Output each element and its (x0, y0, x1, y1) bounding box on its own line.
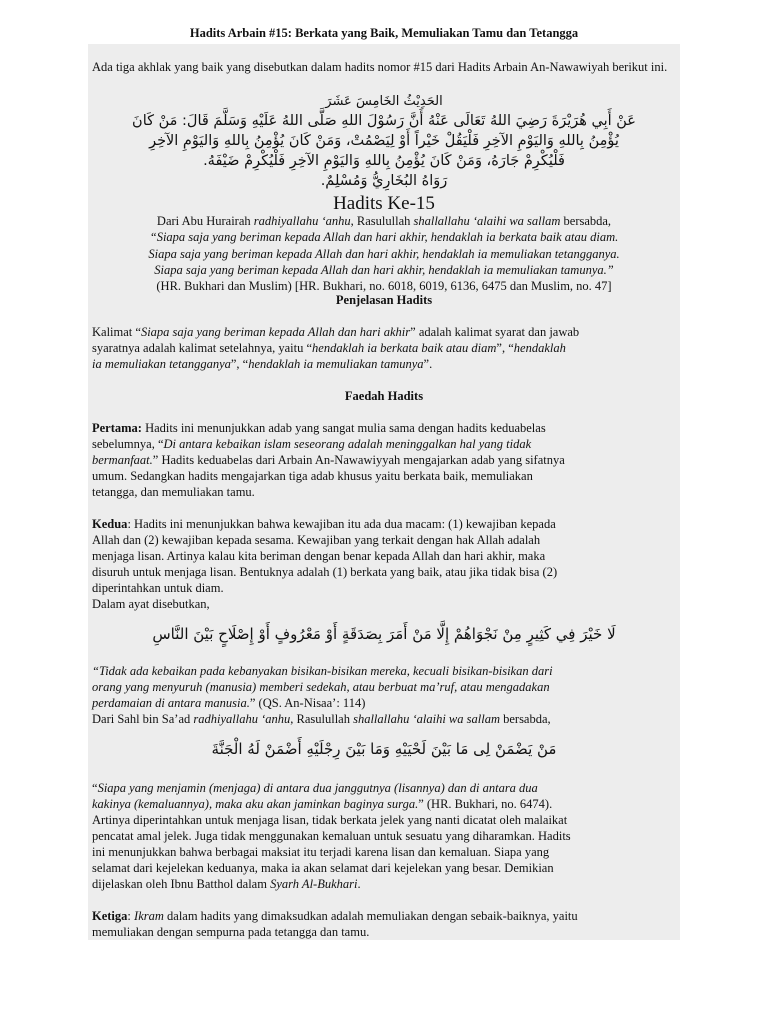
text: hendaklah (513, 341, 566, 355)
text: kakinya (kemaluannya), maka aku akan jaminkan baginya surga. (92, 797, 419, 811)
sahl-explanation-line: ini menunjukkan bahwa berbagai maksiat itu terjadi karena lisan dan kemaluan. Siapa yang (92, 845, 550, 859)
translation-reference: (HR. Bukhari dan Muslim) [HR. Bukhari, no. 6018, 6019, 6136, 6475 dan Muslim, no. 47] (156, 279, 612, 293)
text: sebelumnya, “ (92, 437, 164, 451)
intro-paragraph: Ada tiga akhlak yang baik yang disebutkan dalam hadits nomor #15 dari Hadits Arbain An-Nawawiyah berikut ini. (92, 60, 668, 74)
pertama-line: tetangga, dan memuliakan tamu. (92, 485, 255, 499)
penjelasan-line (92, 357, 676, 373)
text: bersabda, (560, 214, 612, 228)
penjelasan-line (92, 341, 676, 357)
ayat-translation-line: “Tidak ada kebaikan pada kebanyakan bisikan-bisikan mereka, kecuali bisikan-bisikan dari (92, 664, 553, 678)
hadits-heading: Hadits Ke-15 (333, 193, 435, 214)
text: Dari Abu Hurairah (156, 214, 254, 228)
ketiga-line (92, 909, 676, 925)
translation-line: Siapa saja yang beriman kepada Allah dan hari akhir, hendaklah ia memuliakan tamunya.” (154, 263, 614, 277)
text: ” (HR. Bukhari, no. 6474). (418, 797, 553, 811)
sahl-translation-line (92, 797, 676, 813)
text: ”, “ (230, 357, 249, 371)
text: perdamaian di antara manusia. (92, 696, 250, 710)
arabic-ayat: لَا خَيْرَ فِي كَثِيرٍ مِنْ نَجْوَاهُمْ إِلَّا مَنْ أَمَرَ بِصَدَقَةٍ أَوْ مَعْرُوفٍ أَوْ إِصْلَاحٍ بَيْنَ النَّاسِ (152, 625, 616, 643)
text: ”. (423, 357, 433, 371)
arabic-hadith-line: عَنْ أَبِي هُرَيْرَةَ رَضِيَ اللهُ تَعَالَى عَنْهُ أَنَّ رَسُوْلَ اللهِ صَلَّى اللهُ عَلَيْهِ وَسَلَّمَ قَالَ: مَنْ كَانَ (132, 113, 636, 129)
pertama-line (92, 437, 676, 453)
text: radhiyallahu ‘anhu (253, 214, 351, 228)
text: Dari Sahl bin Sa’ad (92, 712, 194, 726)
text: : (127, 909, 135, 923)
text: ”, “ (496, 341, 514, 355)
text: , Rasulullah (290, 712, 354, 726)
sahl-explanation-line (92, 877, 676, 893)
text: syaratnya adalah kalimat setelahnya, yaitu “ (92, 341, 313, 355)
document-title: Hadits Arbain #15: Berkata yang Baik, Memuliakan Tamu dan Tetangga (189, 26, 579, 40)
text: bermanfaat. (92, 453, 153, 467)
pertama-line (92, 453, 676, 469)
kedua-line: Dalam ayat disebutkan, (92, 597, 210, 611)
text: ia memuliakan tetangganya (92, 357, 231, 371)
kedua-line: Allah dan (2) kewajiban kepada sesama. Kewajiban yang terkait dengan hak Allah adalah (92, 533, 541, 547)
text: dalam hadits yang dimaksudkan adalah memuliakan dengan sebaik-baiknya, yaitu (163, 909, 578, 923)
text: ” adalah kalimat syarat dan jawab (410, 325, 580, 339)
pertama-line (92, 421, 676, 437)
sahl-line (92, 712, 676, 728)
text: hendaklah ia berkata baik atau diam (312, 341, 497, 355)
ketiga-label: Ketiga (92, 909, 128, 923)
kedua-line: menjaga lisan. Artinya kalau kita beriman dengan benar kepada Allah dan hari akhir, maka (92, 549, 546, 563)
text: dijelaskan oleh Ibnu Batthol dalam (92, 877, 271, 891)
faedah-heading: Faedah Hadits (344, 389, 424, 403)
arabic-sahl-hadith: مَنْ يَضْمَنْ لِى مَا بَيْنَ لَحْيَيْهِ وَمَا بَيْنَ رِجْلَيْهِ أَضْمَنْ لَهُ الْجَنَّةَ (211, 740, 557, 758)
arabic-hadith-line: فَلْيُكْرِمْ جَارَهُ، وَمَنْ كَانَ يُؤْمِنُ بِاللهِ وَاليَوْمِ الآخِرِ فَلْيُكْرِمْ ضَيْفَهُ. (203, 153, 565, 169)
ketiga-line: memuliakan dengan sempurna pada tetangga dan tamu. (92, 925, 370, 939)
arabic-hadith-line: رَوَاهُ البُخَارِيُّ وَمُسْلِمٌ. (320, 173, 448, 189)
ayat-translation-line (92, 696, 676, 712)
translation-line: Siapa saja yang beriman kepada Allah dan hari akhir, hendaklah ia memuliakan tetangganya. (148, 247, 620, 261)
penjelasan-heading: Penjelasan Hadits (335, 293, 433, 307)
kedua-label: Kedua (92, 517, 128, 531)
arabic-heading: الحَدِيْثُ الخَامِسَ عَشَرَ (325, 94, 443, 109)
text: : Hadits ini menunjukkan bahwa kewajiban itu ada dua macam: (1) kewajiban kepada (127, 517, 556, 531)
text: Kalimat “ (92, 325, 141, 339)
kedua-line: diperintahkan untuk diam. (92, 581, 224, 595)
text: shallallahu ‘alaihi wa sallam (353, 712, 500, 726)
text: hendaklah ia memuliakan tamunya (248, 357, 424, 371)
text: Di antara kebaikan islam seseorang adalah meninggalkan hal yang tidak (163, 437, 532, 451)
text: ” (QS. An-Nisaa’: 114) (249, 696, 366, 710)
pertama-line: umum. Sedangkan hadits mengajarkan tiga adab khusus yaitu berkata baik, memuliakan (92, 469, 533, 483)
text: Ikram (134, 909, 164, 923)
sahl-explanation-line: pencatat amal jelek. Juga tidak menggunakan kemaluan untuk sesuatu yang diharamkan. Hadits (92, 829, 571, 843)
text: Syarh Al-Bukhari (270, 877, 358, 891)
text: , Rasulullah (350, 214, 414, 228)
text: Siapa yang menjamin (menjaga) di antara dua janggutnya (lisannya) dan di antara dua (97, 781, 538, 795)
text: “ (92, 781, 98, 795)
text: Hadits ini menunjukkan adab yang sangat mulia sama dengan hadits keduabelas (141, 421, 546, 435)
kedua-line: disuruh untuk menjaga lisan. Bentuknya adalah (1) berkata yang baik, atau jika tidak bisa (2) (92, 565, 558, 579)
text: radhiyallahu ‘anhu (193, 712, 291, 726)
translation-line (92, 214, 676, 230)
pertama-label: Pertama: (92, 421, 142, 435)
sahl-explanation-line: Artinya diperintahkan untuk menjaga lisan, tidak berkata jelek yang nanti dicatat oleh malaikat (92, 813, 568, 827)
ayat-translation-line: orang yang menyuruh (manusia) memberi sedekah, atau berbuat ma’ruf, atau mengadakan (92, 680, 550, 694)
arabic-hadith-line: يُؤْمِنُ بِاللهِ وَاليَوْمِ الآخِرِ فَلْيَقُلْ خَيْراً أَوْ لِيَصْمُتْ، وَمَنْ كَانَ يُؤْمِنُ بِاللهِ وَاليَوْمِ الآخِرِ (149, 133, 619, 149)
text: Siapa saja yang beriman kepada Allah dan hari akhir (140, 325, 411, 339)
text: ” Hadits keduabelas dari Arbain An-Nawawiyyah mengajarkan adab yang sifatnya (152, 453, 565, 467)
translation-line: “Siapa saja yang beriman kepada Allah dan hari akhir, hendaklah ia berkata baik atau diam. (149, 230, 619, 244)
kedua-line (92, 517, 676, 533)
text: . (357, 877, 361, 891)
text: shallallahu ‘alaihi wa sallam (413, 214, 561, 228)
sahl-explanation-line: selamat dari kejelekan keduanya, maka ia akan selamat dari kejelekan yang besar. Demikian (92, 861, 554, 875)
penjelasan-line (92, 325, 676, 341)
text: bersabda, (499, 712, 551, 726)
sahl-translation-line (92, 781, 676, 797)
